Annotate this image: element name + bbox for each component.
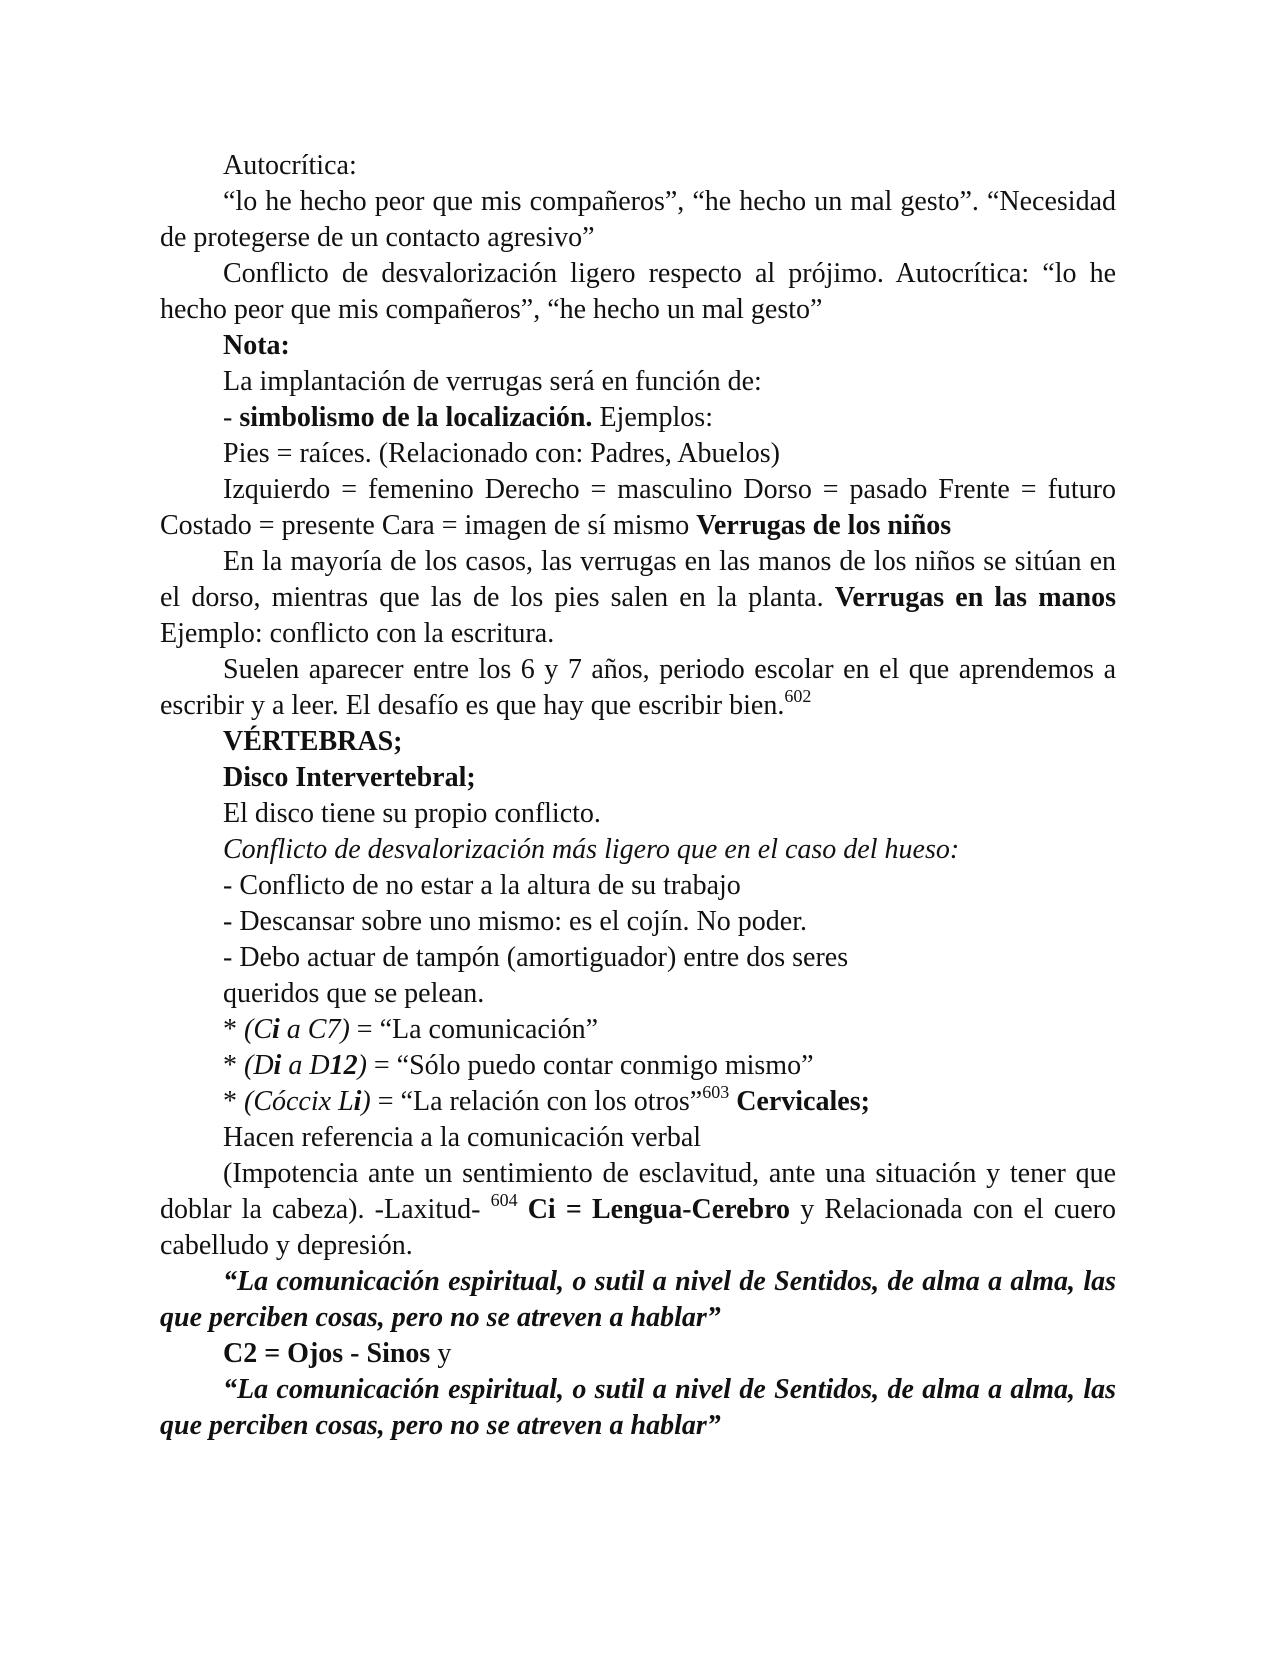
- text-conflicto-italic: Conflicto de desvalorización más ligero que en el caso del hueso:: [223, 834, 960, 865]
- text-ejemplo-escritura: Ejemplo: conflicto con la escritura.: [160, 618, 555, 649]
- paragraph-pies: [160, 436, 1116, 472]
- text-disco-conflicto: El disco tiene su propio conflicto.: [223, 798, 601, 829]
- paragraph-disco: [160, 760, 1116, 796]
- text-item3: - Debo actuar de tampón (amortiguador) entre dos seres queridos que se pelean.: [223, 942, 849, 1009]
- paragraph-lumbar-range: [160, 1081, 1116, 1120]
- paragraph-vertebras: [160, 724, 1116, 760]
- text-impotencia: (Impotencia ante un sentimiento de esclavitud, ante una situación y tener que doblar la cabeza). -Laxitud-: [160, 1158, 1116, 1225]
- document-page: [160, 148, 1116, 1444]
- paragraph-dorsal-range: [160, 1048, 1116, 1084]
- heading-verrugas-ninos: Verrugas de los niños: [696, 510, 952, 541]
- paragraph-mayoria: [160, 544, 1116, 652]
- text-autocritica: Autocrítica:: [223, 150, 357, 181]
- text-c-it2: a C7): [279, 1014, 350, 1045]
- text-quote1: “lo he hecho peor que mis compañeros”, “he hecho un mal gesto”. “Necesidad de protegerse de un contacto agresivo”: [160, 186, 1116, 253]
- text-d-b1: i: [273, 1050, 282, 1081]
- text-c-b: i: [272, 1014, 280, 1045]
- list-item-2: [160, 904, 1116, 940]
- text-ci-lengua: Ci = Lengua-Cerebro: [517, 1194, 791, 1225]
- text-d-it1: (D: [244, 1050, 274, 1081]
- footnote-ref-604: 604: [490, 1189, 518, 1210]
- text-simbolismo-rest: Ejemplos:: [592, 402, 713, 433]
- list-item-1: [160, 868, 1116, 904]
- text-c2-bold: C2 = Ojos - Sinos: [223, 1338, 431, 1369]
- text-c-it1: (C: [244, 1014, 272, 1045]
- paragraph-c2: [160, 1336, 1116, 1372]
- paragraph-suelen: [160, 652, 1116, 724]
- paragraph-hacen: [160, 1120, 1116, 1156]
- heading-disco: Disco Intervertebral;: [223, 762, 476, 793]
- text-simbolismo-bold: simbolismo de la localización.: [239, 402, 593, 433]
- paragraph-impotencia: [160, 1156, 1116, 1264]
- text-c2-rest: y: [430, 1338, 452, 1369]
- text-d-b2: 12: [329, 1050, 358, 1081]
- text-relacionada: y Relacionada con el cuero cabelludo y depresión.: [160, 1194, 1116, 1261]
- paragraph-autocritica: [160, 148, 1116, 184]
- text-d-it2: a D: [281, 1050, 330, 1081]
- paragraph-implantacion: [160, 364, 1116, 400]
- heading-vertebras: VÉRTEBRAS;: [223, 726, 403, 757]
- text-d-star: *: [223, 1050, 244, 1081]
- paragraph-quote1: [160, 184, 1116, 256]
- text-d-rest: = “Sólo puedo contar conmigo mismo”: [366, 1050, 814, 1081]
- text-mayoria: En la mayoría de los casos, las verrugas en las manos de los niños se sitúan en el dorso, mientras que las de los pies salen en la planta.: [160, 546, 1116, 613]
- text-c-star: *: [223, 1014, 244, 1045]
- text-pies: Pies = raíces. (Relacionado con: Padres, Abuelos): [223, 438, 780, 469]
- text-izquierdo: Izquierdo = femenino Derecho = masculino Dorso = pasado Frente = futuro Costado = presente Cara = imagen de sí mismo: [160, 474, 1116, 541]
- text-hacen: Hacen referencia a la comunicación verbal: [223, 1122, 702, 1153]
- text-l-it2: ): [361, 1086, 371, 1117]
- footnote-ref-603: 603: [702, 1081, 730, 1102]
- list-item-3: [160, 940, 888, 1012]
- paragraph-quote-espiritual-1: [160, 1264, 1116, 1336]
- paragraph-disco-conflicto: [160, 796, 1116, 832]
- heading-nota: Nota:: [223, 330, 290, 361]
- text-simbolismo-dash: -: [223, 402, 240, 433]
- paragraph-conflicto-italic: [160, 832, 1116, 868]
- paragraph-quote-espiritual-2: [160, 1372, 1116, 1444]
- paragraph-izquierdo: [160, 472, 1116, 544]
- text-d-it3: ): [357, 1050, 367, 1081]
- text-quote-espiritual-1: “La comunicación espiritual, o sutil a nivel de Sentidos, de alma a alma, las que perciben cosas, pero no se atreven a hablar”: [160, 1266, 1116, 1333]
- footnote-ref-602: 602: [784, 685, 812, 706]
- text-l-it1: (Cóccix L: [244, 1086, 354, 1117]
- text-l-b: i: [353, 1086, 362, 1117]
- text-suelen: Suelen aparecer entre los 6 y 7 años, periodo escolar en el que aprendemos a escribir y a leer. El desafío es que hay que escribir bien.: [160, 654, 1116, 721]
- text-item1: - Conflicto de no estar a la altura de su trabajo: [223, 870, 741, 901]
- heading-cervicales: Cervicales;: [729, 1086, 870, 1117]
- text-l-star: *: [223, 1086, 244, 1117]
- text-implantacion: La implantación de verrugas será en función de:: [223, 366, 762, 397]
- paragraph-cervical-range: [160, 1012, 1116, 1048]
- text-quote-espiritual-2: “La comunicación espiritual, o sutil a nivel de Sentidos, de alma a alma, las que perciben cosas, pero no se atreven a hablar”: [160, 1374, 1116, 1441]
- paragraph-conflicto1: [160, 256, 1116, 328]
- text-c-rest: = “La comunicación”: [349, 1014, 599, 1045]
- text-conflicto1: Conflicto de desvalorización ligero respecto al prójimo. Autocrítica: “lo he hecho peor que mis compañeros”, “he hecho un mal gesto”: [160, 258, 1116, 325]
- paragraph-nota: [160, 328, 1116, 364]
- text-l-rest: = “La relación con los otros”: [370, 1086, 703, 1117]
- paragraph-simbolismo: [160, 400, 1116, 436]
- text-item2: - Descansar sobre uno mismo: es el cojín. No poder.: [223, 906, 807, 937]
- heading-verrugas-manos: Verrugas en las manos: [834, 582, 1116, 613]
